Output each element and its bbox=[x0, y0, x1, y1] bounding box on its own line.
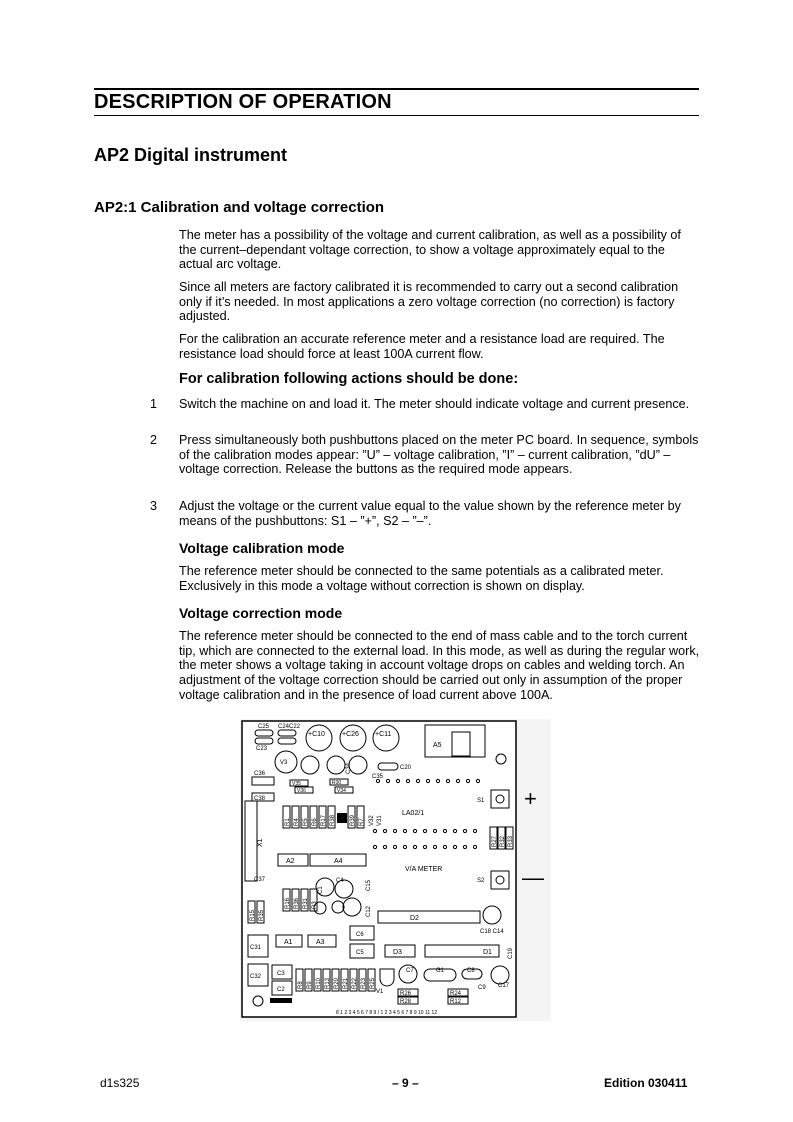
label-c35: C35 bbox=[372, 774, 384, 780]
voltage-calibration-text: The reference meter should be connected to the same potentials as a calibrated meter. Exclusively in this mode a voltage without correction is shown on display. bbox=[179, 564, 664, 593]
resistor-label: R25 bbox=[370, 977, 376, 989]
resistor-label: R22 bbox=[352, 977, 358, 989]
resistor-label: R35 bbox=[259, 909, 265, 921]
resistor-label: R6 bbox=[312, 818, 318, 826]
label-c9: C9 bbox=[478, 985, 486, 991]
resistor-label: R1 bbox=[285, 818, 291, 826]
label-c10: +C10 bbox=[308, 731, 325, 738]
resistor-label: R7 bbox=[359, 818, 365, 826]
label-x1: X1 bbox=[257, 838, 264, 847]
label-c4: C4 bbox=[336, 878, 344, 884]
resistor-label: R39 bbox=[350, 814, 356, 826]
label-v34: V34 bbox=[337, 788, 346, 794]
label-g1: G1 bbox=[436, 968, 445, 974]
section-heading: AP2 Digital instrument bbox=[94, 145, 288, 165]
label-c36: C36 bbox=[254, 771, 266, 777]
label-c8: C8 bbox=[467, 968, 475, 974]
intro-paragraph-3 bbox=[179, 332, 701, 361]
label-c2: C2 bbox=[277, 987, 285, 993]
pin-numbers: 8 1 2 3 4 5 6 7 8 9 / 1 2 3 4 5 6 7 8 9 10 11 12 bbox=[336, 1010, 438, 1016]
label-s2: S2 bbox=[477, 878, 485, 884]
pcb-layout-diagram bbox=[240, 719, 551, 1021]
label-a1: A1 bbox=[284, 939, 293, 946]
label-v1: V1 bbox=[376, 989, 384, 995]
label-c19: C19 bbox=[508, 947, 514, 959]
step-text: Press simultaneously both pushbuttons placed on the meter PC board. In sequence, symbols of the calibration modes appear: ”U” – voltage calibration, ”I” – current calibration, ”dU” – voltage correction. Release the buttons as the required mode appears. bbox=[179, 433, 699, 477]
label-c24c22: C24C22 bbox=[278, 724, 301, 730]
resistor-label: R16 bbox=[285, 897, 291, 909]
step-text: Switch the machine on and load it. The meter should indicate voltage and current presence. bbox=[179, 397, 690, 411]
resistor-label: R32 bbox=[500, 835, 506, 847]
intro-paragraph-2 bbox=[179, 280, 701, 324]
board-label: V/A METER bbox=[405, 866, 443, 873]
label-v35: V35 bbox=[292, 781, 301, 787]
label-a4: A4 bbox=[334, 858, 343, 865]
voltage-correction-text: The reference meter should be connected to the end of mass cable and to the torch current tip, which are connected to the external load. In this mode, as well as during the regular work, the meter shows a voltage taking in account voltage drops on cables and welding torch. An adjustment of the voltage correction should be carried out only in assumption of the proper voltage calibration and in the presence of load current above 100A. bbox=[179, 629, 700, 702]
resistor-label: R31 bbox=[303, 897, 309, 909]
label-c18c14: C18 C14 bbox=[480, 929, 504, 935]
paragraph: Since all meters are factory calibrated it is recommended to carry out a second calibration only if it’s needed. In most applications a zero voltage correction (no correction) is factory adjusted. bbox=[179, 280, 679, 324]
label-c38: C38 bbox=[254, 796, 266, 802]
label-c20: C20 bbox=[400, 765, 412, 771]
resistor-label: R21 bbox=[343, 977, 349, 989]
label-v3: V3 bbox=[280, 760, 288, 766]
resistor-label: R27 bbox=[492, 835, 498, 847]
resistor-label: R5 bbox=[303, 818, 309, 826]
label-c26: +C26 bbox=[342, 731, 359, 738]
label-c6: C6 bbox=[356, 932, 364, 938]
label-c32: C32 bbox=[250, 974, 262, 980]
resistor-label: R9 bbox=[307, 981, 313, 989]
step-text: Adjust the voltage or the current value equal to the value shown by the reference meter by means of the pushbuttons: S1 – ”+”, S2 – ”–”. bbox=[179, 499, 681, 528]
step-number: 1 bbox=[150, 397, 158, 411]
resistor-label: R20 bbox=[334, 977, 340, 989]
resistor-label: R4 bbox=[294, 818, 300, 826]
label-c7: C7 bbox=[406, 968, 414, 974]
label-c37: C37 bbox=[254, 877, 266, 883]
label-c11: +C11 bbox=[375, 731, 392, 738]
label-c25: C25 bbox=[258, 724, 270, 730]
label-a2: A2 bbox=[286, 858, 295, 865]
label-c3: C3 bbox=[277, 971, 285, 977]
label-d3: D3 bbox=[393, 949, 402, 956]
voltage-correction-heading: Voltage correction mode bbox=[179, 605, 343, 621]
resistor-label: R3 bbox=[312, 901, 318, 909]
resistor-label: R10 bbox=[316, 977, 322, 989]
label-a5: A5 bbox=[433, 742, 442, 749]
plus-sign: + bbox=[524, 786, 537, 811]
step-number: 3 bbox=[150, 499, 158, 513]
label-d2: D2 bbox=[410, 915, 419, 922]
label-d1: D1 bbox=[483, 949, 492, 956]
label-r26: R26 bbox=[400, 991, 412, 997]
resistor-label: R8 bbox=[298, 981, 304, 989]
label-c23: C23 bbox=[256, 746, 268, 752]
label-c15: C15 bbox=[366, 879, 372, 891]
resistor-label: R38 bbox=[330, 814, 336, 826]
label-r24: R24 bbox=[450, 991, 462, 997]
resistor-label: R23 bbox=[361, 977, 367, 989]
label-r12: R12 bbox=[450, 999, 462, 1005]
paragraph: The meter has a possibility of the voltage and current calibration, as well as a possibility of the current–dependant voltage correction, to show a voltage approximately equal to the actual arc voltage. bbox=[179, 228, 681, 272]
label-c34: C34 bbox=[346, 762, 352, 774]
jumper-shape bbox=[270, 998, 292, 1003]
actions-heading: For calibration following actions should be done: bbox=[179, 371, 519, 387]
voltage-calibration-heading: Voltage calibration mode bbox=[179, 540, 345, 556]
paragraph: For the calibration an accurate reference meter and a resistance load are required. The resistance load should force at least 100A current flow. bbox=[179, 332, 665, 361]
footer-page-number: – 9 – bbox=[392, 1076, 419, 1090]
label-v32: V32 bbox=[369, 815, 375, 826]
resistor-label: R17 bbox=[321, 814, 327, 826]
pcb-svg bbox=[240, 719, 551, 1021]
footer-edition: Edition 030411 bbox=[604, 1076, 688, 1090]
label-c12: C12 bbox=[366, 905, 372, 917]
label-r30: R30 bbox=[332, 780, 342, 786]
label-c31: C31 bbox=[250, 945, 262, 951]
a5-window-shape bbox=[452, 732, 470, 756]
board-name: LA02/1 bbox=[402, 810, 425, 817]
intro-paragraph-1 bbox=[179, 228, 701, 272]
resistor-label: R33 bbox=[508, 835, 514, 847]
header-top-rule bbox=[94, 88, 699, 90]
resistor-label: R13 bbox=[325, 977, 331, 989]
label-a3: A3 bbox=[316, 939, 325, 946]
header-bottom-rule bbox=[94, 115, 699, 116]
label-s1: S1 bbox=[477, 798, 485, 804]
label-v36: V36 bbox=[297, 788, 306, 794]
trimmer-shape bbox=[337, 813, 347, 823]
label-c17: C17 bbox=[498, 983, 510, 989]
minus-sign: — bbox=[522, 865, 544, 890]
step-number: 2 bbox=[150, 433, 158, 447]
resistor-label: R15 bbox=[250, 909, 256, 921]
resistor-label: R36 bbox=[294, 897, 300, 909]
subsection-heading: AP2:1 Calibration and voltage correction bbox=[94, 199, 385, 216]
page-title: DESCRIPTION OF OPERATION bbox=[94, 91, 392, 113]
label-c5: C5 bbox=[356, 950, 364, 956]
label-v31: V31 bbox=[377, 815, 383, 826]
label-r28: R28 bbox=[400, 999, 412, 1005]
label-c1: C1 bbox=[318, 886, 324, 894]
footer-doc-id: d1s325 bbox=[100, 1076, 140, 1090]
